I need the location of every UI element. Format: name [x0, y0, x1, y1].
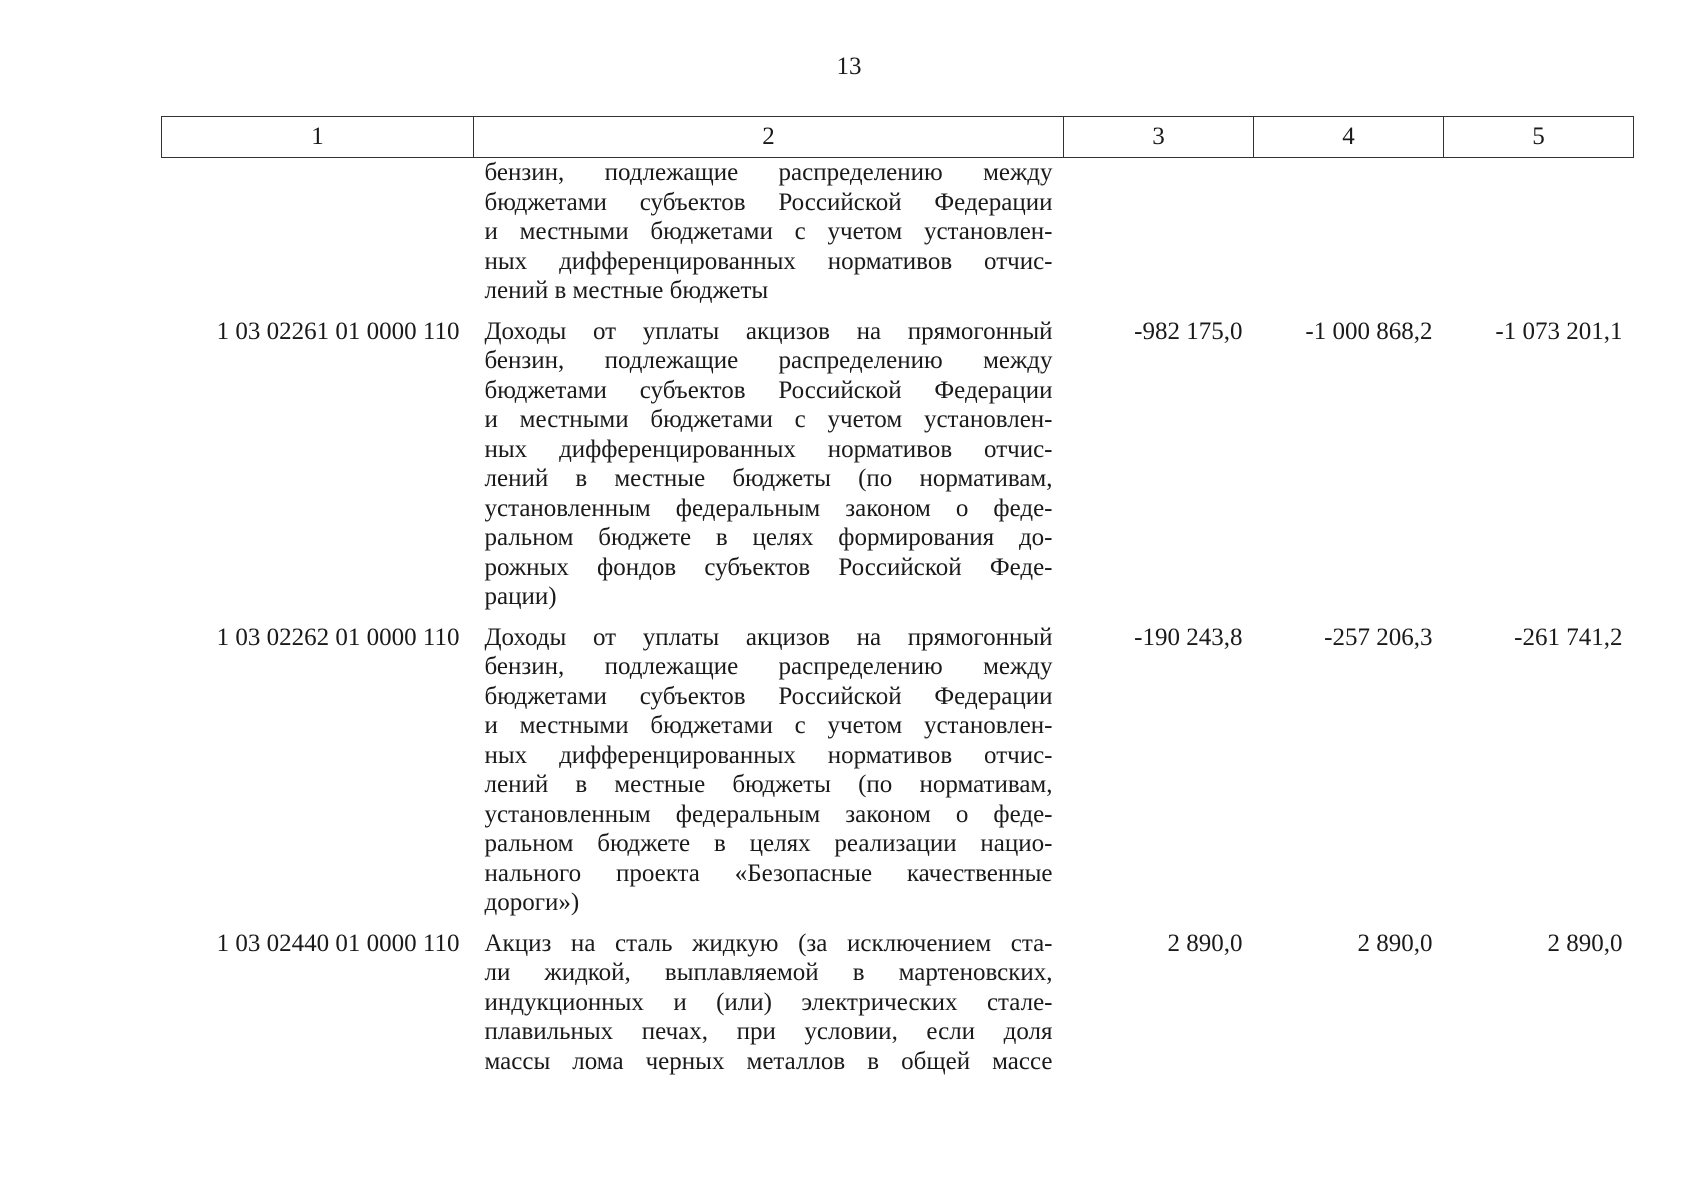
amount-col3: 2 890,0 — [1167, 929, 1243, 957]
description-line: бюджетами субъектов Российской Федерации — [484, 376, 1053, 404]
revenue-description — [474, 623, 1064, 929]
revenue-code: 1 03 02440 01 0000 110 — [216, 929, 460, 957]
description-line: бюджетами субъектов Российской Федерации — [484, 682, 1053, 710]
description-line: и местными бюджетами с учетом установлен- — [484, 712, 1053, 739]
description-line: Доходы от уплаты акцизов на прямогонный — [484, 317, 1053, 345]
description-line: дороги») — [484, 889, 580, 916]
amount-col4: -257 206,3 — [1324, 623, 1433, 651]
amount-col5: -261 741,2 — [1514, 623, 1623, 651]
description-line: лений в местные бюджеты (по нормативам, — [484, 465, 1053, 492]
description-line: установленным федеральным законом о феде- — [484, 494, 1053, 522]
description-line: бензин, подлежащие распределению между — [484, 653, 1053, 680]
column-header-4: 4 — [1254, 117, 1444, 158]
description-line: ли жидкой, выплавляемой в мартеновских, — [484, 959, 1053, 986]
table-row — [162, 929, 1634, 1077]
revenue-description — [474, 158, 1064, 317]
amount-col5: -1 073 201,1 — [1495, 317, 1623, 345]
table-header-row — [162, 117, 1634, 158]
amount-col4: -1 000 868,2 — [1305, 317, 1433, 345]
amount-col5 — [1444, 158, 1634, 317]
description-line: и местными бюджетами с учетом установлен- — [484, 406, 1053, 433]
description-line: ных дифференцированных нормативов отчис- — [484, 247, 1053, 275]
description-line: Доходы от уплаты акцизов на прямогонный — [484, 623, 1053, 651]
description-line: нального проекта «Безопасные качественные — [484, 859, 1053, 887]
description-line: ных дифференцированных нормативов отчис- — [484, 435, 1053, 463]
description-line: рожных фондов субъектов Российской Феде- — [484, 553, 1053, 581]
description-line: Акциз на сталь жидкую (за исключением ста- — [484, 929, 1053, 957]
table-row — [162, 623, 1634, 929]
revenue-code: 1 03 02261 01 0000 110 — [216, 317, 460, 345]
description-line: бензин, подлежащие распределению между — [484, 347, 1053, 374]
revenue-description — [474, 317, 1064, 623]
description-line: ральном бюджете в целях формирования до- — [484, 524, 1053, 551]
revenue-code: 1 03 02262 01 0000 110 — [216, 623, 460, 651]
revenue-code — [162, 158, 474, 317]
table-row — [162, 317, 1634, 623]
column-header-3: 3 — [1064, 117, 1254, 158]
amount-col3: -190 243,8 — [1134, 623, 1243, 651]
table-row — [162, 158, 1634, 317]
amount-col3 — [1064, 158, 1254, 317]
amount-col4 — [1254, 158, 1444, 317]
description-line: плавильных печах, при условии, если доля — [484, 1018, 1053, 1045]
amount-col4: 2 890,0 — [1357, 929, 1433, 957]
budget-revenue-table — [161, 116, 1634, 1076]
revenue-description — [474, 929, 1064, 1077]
column-header-2: 2 — [474, 117, 1064, 158]
description-line: ных дифференцированных нормативов отчис- — [484, 741, 1053, 769]
description-line: лений в местные бюджеты (по нормативам, — [484, 771, 1053, 798]
description-line: индукционных и (или) электрических стале- — [484, 988, 1053, 1016]
column-header-1: 1 — [162, 117, 474, 158]
description-line: массы лома черных металлов в общей массе — [484, 1047, 1053, 1075]
column-header-5: 5 — [1444, 117, 1634, 158]
description-line: бензин, подлежащие распределению между — [484, 159, 1053, 186]
description-line: рации) — [484, 583, 557, 610]
description-line: и местными бюджетами с учетом установлен- — [484, 218, 1053, 245]
description-line: установленным федеральным законом о феде- — [484, 800, 1053, 828]
description-line: лений в местные бюджеты — [484, 277, 769, 304]
page-number: 13 — [836, 53, 862, 80]
amount-col5: 2 890,0 — [1547, 929, 1623, 957]
description-line: бюджетами субъектов Российской Федерации — [484, 188, 1053, 216]
description-line: ральном бюджете в целях реализации нацио- — [484, 830, 1053, 857]
amount-col3: -982 175,0 — [1134, 317, 1243, 345]
